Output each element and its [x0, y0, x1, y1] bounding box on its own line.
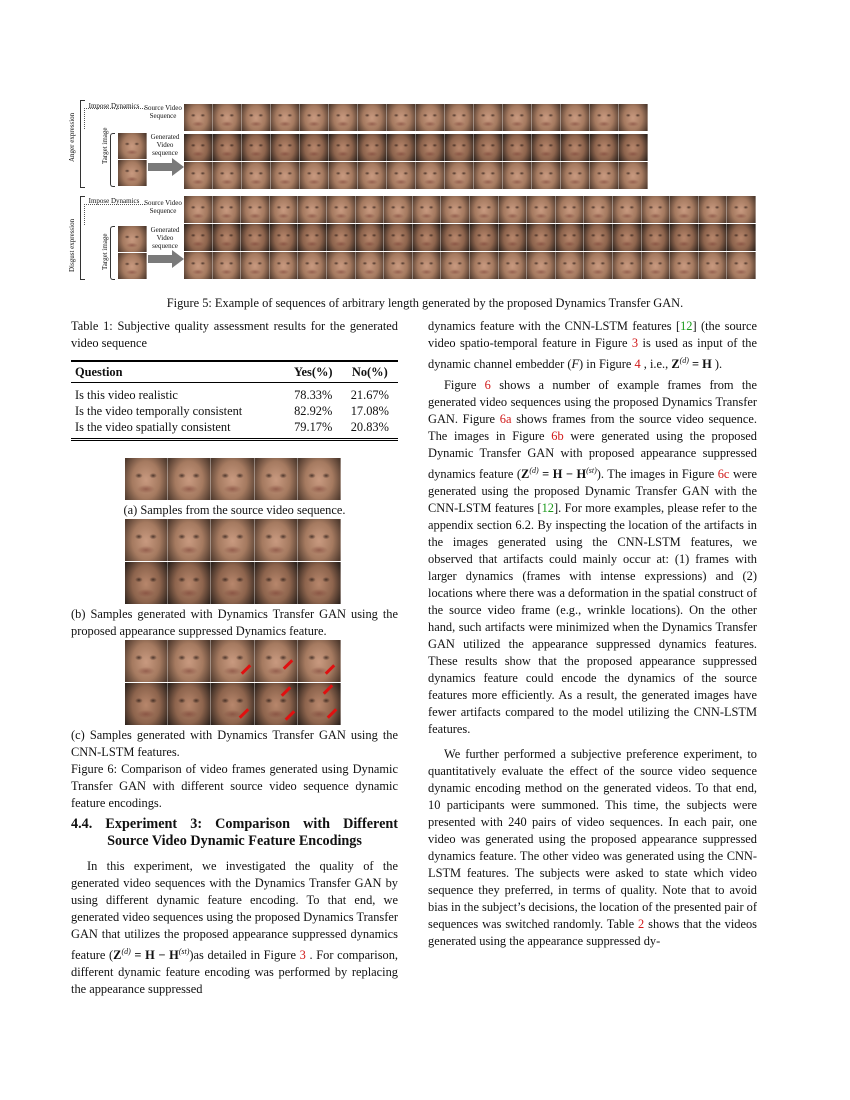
target-image-label-2: Target image — [101, 233, 109, 270]
figure-6b-strip-1 — [125, 519, 341, 561]
right-column — [428, 318, 757, 950]
figure-5-caption: Figure 5: Example of sequences of arbitrary length generated by the proposed Dynamics Transfer GAN. — [166, 296, 684, 310]
figure-ref-link[interactable]: 6b — [551, 429, 564, 444]
generated-video-label: Generated Video sequence — [150, 133, 180, 157]
experiment-3-paragraph: In this experiment, we investigated the quality of the generated video sequences with the Dynamics Transfer GAN by using different dynamic feature encoding. To that end, we generated video sequences using the proposed Dynamics Transfer GAN that utilizes the proposed appearance suppressed dynamics feature $(Z^{(d)} = H - H^{(st)})as$ detailed in Figure 3 . For comparison, different dynamic feature encoding was performed by replacing the appearance suppressed — [71, 859, 399, 997]
anger-generated-strip-2 — [184, 162, 648, 189]
figure-6b-caption: (b) Samples generated with Dynamics Transfer GAN using the proposed appearance suppressed Dynamics feature. — [71, 607, 398, 638]
figure-6c-strip-1 — [125, 640, 341, 682]
right-paragraph-3: We further performed a subjective preference experiment, to quantitatively evaluate the effect of the source video sequence dynamic encoding method on the generated videos. To that end, 10 participants were summoned. This time, the subjects were presented with 240 pairs of video sequences. In each pair, one video was generated using the proposed appearance suppressed dynamics feature. The other video was generated using the CNN-LSTM features. The subjects were asked to state which video sequence they preferred, in terms of quality. Note that to avoid bias in the subject’s decisions, the location of the presented pair of sequences was switched randomly. Table 2 shows that the videos generated using the appearance suppressed dy- — [428, 747, 757, 949]
target-image-label: Target image — [101, 127, 109, 164]
figure-6-caption: Figure 6: Comparison of video frames generated using Dynamic Transfer GAN with different source video sequence dynamic feature encodings. — [71, 762, 398, 810]
figure-ref-link[interactable]: 6 — [484, 378, 491, 393]
table-header-yes: Yes(%) — [285, 361, 342, 383]
disgust-target-image-1 — [118, 226, 147, 252]
disgust-expression-label: Disgust expression — [68, 218, 76, 272]
source-video-label-2: Source Video Sequence — [144, 199, 182, 215]
arrow-right-icon — [148, 158, 184, 176]
anger-expression-label: Anger expression — [68, 112, 76, 162]
table-ref-link[interactable]: 2 — [638, 917, 645, 932]
disgust-target-image-2 — [118, 253, 147, 279]
figure-ref-link[interactable]: 4 — [634, 357, 641, 372]
figure-6c-caption: (c) Samples generated with Dynamics Transfer GAN using the CNN-LSTM features. — [71, 728, 398, 759]
figure-6b-strip-2 — [125, 562, 341, 604]
impose-dynamics-dotted-line-2 — [84, 204, 145, 225]
figure-6c-strip-2 — [125, 683, 341, 725]
impose-dynamics-label-2: Impose Dynamics — [88, 197, 140, 205]
disgust-generated-strip-2 — [184, 252, 756, 279]
impose-dynamics-label: Impose Dynamics — [88, 102, 140, 110]
table-1-caption: Table 1: Subjective quality assessment results for the generated video sequence — [71, 319, 398, 350]
table-1 — [71, 360, 398, 441]
right-paragraph-2: Figure 6 shows a number of example frames from the generated video sequences using the proposed Dynamics Transfer GAN. Figure 6a shows frames from the source video sequence. The images in Figure 6b were generated using the proposed Dynamic Transfer GAN with proposed appearance suppressed dynamics feature $(Z^{(d)} = H - H^{(st)})$. The images in Figure 6c were generated using the proposed Dynamic Transfer GAN with the CNN-LSTM features [12]. For more examples, please refer to the appendix section 6.2. By inspecting the location of the artifacts in the images generated using the CNN-LSTM features, we observed that artifacts could mainly occur at: (1) frames with larger dynamics (frames with intense expressions) and (2) locations where there was a deformation in the spatial construct of the source video frame (e.g., wrinkle locations). On the other hand, such artifacts were minimized when the Dynamics Transfer GAN utilized the appearance suppressed dynamics features. These results show that the proposed appearance suppressed dynamics feature could encode the dynamics of the source features more efficiently. As a result, the generated images have fewer artifacts compared to the model utilizing the CNN-LSTM features. — [428, 378, 758, 737]
figure-6a-strip — [125, 458, 341, 500]
figure-6a-caption: (a) Samples from the source video sequence. — [123, 503, 346, 517]
target-bracket — [110, 133, 115, 187]
citation-link[interactable]: 12 — [541, 501, 554, 516]
figure-ref-link[interactable]: 6a — [499, 412, 512, 427]
table-header-no: No(%) — [342, 361, 398, 383]
target-bracket-2 — [110, 226, 115, 280]
citation-link[interactable]: 12 — [680, 319, 693, 333]
generated-video-label-2: Generated Video sequence — [150, 226, 180, 250]
disgust-generated-strip-1 — [184, 224, 756, 251]
source-video-label: Source Video Sequence — [144, 104, 182, 120]
figure-ref-link[interactable]: 3 — [631, 336, 639, 350]
table-header-question: Question — [71, 361, 285, 383]
right-paragraph-1: dynamics feature with the CNN-LSTM features [12] (the source video spatio-temporal feature in Figure 3 is used as input of the dynamic channel embedder (F) in Figure 4 , i.e., $Z^{(d)} = H$ ). — [428, 319, 757, 372]
table-row: Is this video realistic 78.33% 21.67% — [75, 387, 389, 402]
figure-ref-link[interactable]: 3 — [299, 948, 306, 963]
left-column — [71, 318, 398, 441]
figure-ref-link[interactable]: 6c — [717, 467, 730, 482]
anger-target-image-2 — [118, 160, 147, 186]
disgust-source-strip — [184, 196, 756, 223]
section-heading: 4.4. Experiment 3: Comparison with Different Source Video Dynamic Feature Encodings — [71, 816, 398, 849]
anger-source-strip — [184, 104, 648, 131]
table-row: Is the video temporally consistent 82.92% 17.08% — [75, 403, 389, 418]
anger-generated-strip-1 — [184, 134, 648, 161]
anger-target-image-1 — [118, 133, 147, 159]
table-row: Is the video spatially consistent 79.17% 20.83% — [71, 419, 398, 440]
impose-dynamics-dotted-line — [84, 108, 145, 129]
arrow-right-icon-2 — [148, 250, 184, 268]
